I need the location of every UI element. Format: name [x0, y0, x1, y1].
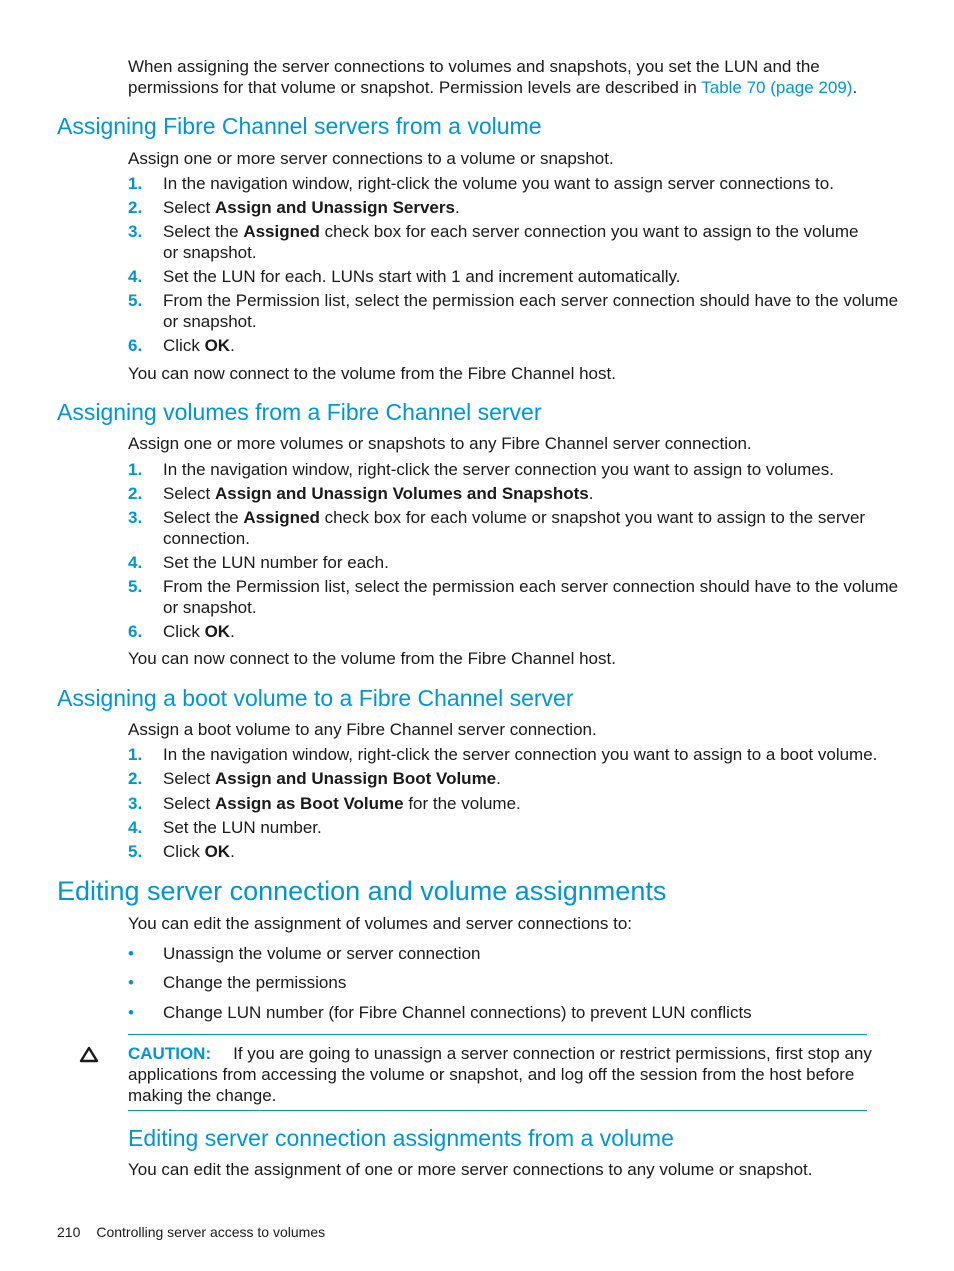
step-text: In the navigation window, right-click the server connection you want to assign to a boot volume. — [163, 745, 878, 764]
step-text: Set the LUN for each. LUNs start with 1 and increment automatically. — [163, 267, 681, 286]
section3-lead: Assign a boot volume to any Fibre Channel server connection. — [128, 720, 597, 739]
step-number: 2. — [128, 198, 143, 217]
step-number: 4. — [128, 553, 143, 572]
step-text-continued: or snapshot. — [163, 312, 257, 331]
step-text: From the Permission list, select the permission each server connection should have to the volume — [163, 291, 899, 310]
step-text: Click OK. — [163, 842, 235, 861]
caution-text: If you are going to unassign a server connection or restrict permissions, first stop any — [233, 1044, 872, 1063]
step-number: 2. — [128, 484, 143, 503]
step-number: 6. — [128, 622, 143, 641]
step-text: Select the Assigned check box for each volume or snapshot you want to assign to the server — [163, 508, 866, 527]
step-number: 1. — [128, 745, 143, 764]
section2-closing: You can now connect to the volume from the Fibre Channel host. — [128, 649, 616, 668]
step-text: In the navigation window, right-click the volume you want to assign server connections to. — [163, 174, 834, 193]
footer — [57, 1223, 325, 1241]
step-text-continued: or snapshot. — [163, 243, 257, 262]
section2-lead: Assign one or more volumes or snapshots to any Fibre Channel server connection. — [128, 434, 752, 453]
caution-label: CAUTION: — [128, 1044, 212, 1063]
step-number: 3. — [128, 794, 143, 813]
step-text: Set the LUN number for each. — [163, 553, 389, 572]
section1-closing: You can now connect to the volume from the Fibre Channel host. — [128, 364, 616, 383]
intro-line-2 — [128, 77, 857, 98]
section5-lead: You can edit the assignment of one or more server connections to any volume or snapshot. — [128, 1160, 813, 1179]
bullet-dot: • — [128, 973, 134, 992]
step-number: 3. — [128, 222, 143, 241]
step-text: Click OK. — [163, 622, 235, 641]
section-heading-assign-servers: Assigning Fibre Channel servers from a volume — [57, 113, 542, 139]
caution-bottom-rule — [128, 1110, 867, 1111]
step-text: Select Assign and Unassign Boot Volume. — [163, 769, 501, 788]
intro-text: permissions for that volume or snapshot. Permission levels are described in — [128, 78, 702, 97]
subsection-heading-editing-from-volume: Editing server connection assignments from a volume — [128, 1125, 674, 1151]
page-number: 210 — [57, 1224, 81, 1240]
step-text: Select Assign as Boot Volume for the volume. — [163, 794, 521, 813]
section-heading-boot-volume: Assigning a boot volume to a Fibre Channel server — [57, 685, 574, 711]
section-heading-assign-volumes: Assigning volumes from a Fibre Channel server — [57, 399, 542, 425]
step-number: 2. — [128, 769, 143, 788]
intro-period: . — [852, 78, 858, 97]
step-text: Select the Assigned check box for each server connection you want to assign to the volume — [163, 222, 859, 241]
bullet-item: Change the permissions — [163, 973, 347, 992]
step-text: Select Assign and Unassign Volumes and Snapshots. — [163, 484, 594, 503]
caution-triangle-icon — [79, 1045, 99, 1063]
step-number: 4. — [128, 267, 143, 286]
step-number: 1. — [128, 174, 143, 193]
step-number: 1. — [128, 460, 143, 479]
caution-line-2: applications from accessing the volume or snapshot, and log off the session from the host before — [128, 1065, 855, 1084]
step-text: From the Permission list, select the permission each server connection should have to the volume — [163, 577, 899, 596]
intro-line-1: When assigning the server connections to volumes and snapshots, you set the LUN and the — [128, 57, 820, 76]
bullet-item: Change LUN number (for Fibre Channel connections) to prevent LUN conflicts — [163, 1003, 752, 1022]
section4-lead: You can edit the assignment of volumes and server connections to: — [128, 914, 633, 933]
caution-top-rule — [128, 1034, 867, 1035]
step-number: 5. — [128, 842, 143, 861]
step-number: 5. — [128, 291, 143, 310]
intro-paragraph — [128, 56, 857, 98]
caution-line-1 — [128, 1043, 872, 1064]
step-text: In the navigation window, right-click the server connection you want to assign to volumes. — [163, 460, 834, 479]
bullet-item: Unassign the volume or server connection — [163, 944, 481, 963]
bullet-dot: • — [128, 1003, 134, 1022]
chapter-heading-editing-assignments: Editing server connection and volume assignments — [57, 876, 667, 906]
step-number: 3. — [128, 508, 143, 527]
footer-title: Controlling server access to volumes — [96, 1224, 326, 1240]
step-text-continued: connection. — [163, 529, 250, 548]
section1-lead: Assign one or more server connections to a volume or snapshot. — [128, 149, 614, 168]
step-text: Set the LUN number. — [163, 818, 322, 837]
bullet-dot: • — [128, 944, 134, 963]
step-number: 5. — [128, 577, 143, 596]
step-text: Click OK. — [163, 336, 235, 355]
step-number: 4. — [128, 818, 143, 837]
step-number: 6. — [128, 336, 143, 355]
step-text: Select Assign and Unassign Servers. — [163, 198, 460, 217]
caution-line-3: making the change. — [128, 1086, 277, 1105]
step-text-continued: or snapshot. — [163, 598, 257, 617]
table-70-link[interactable]: Table 70 (page 209) — [701, 78, 853, 97]
